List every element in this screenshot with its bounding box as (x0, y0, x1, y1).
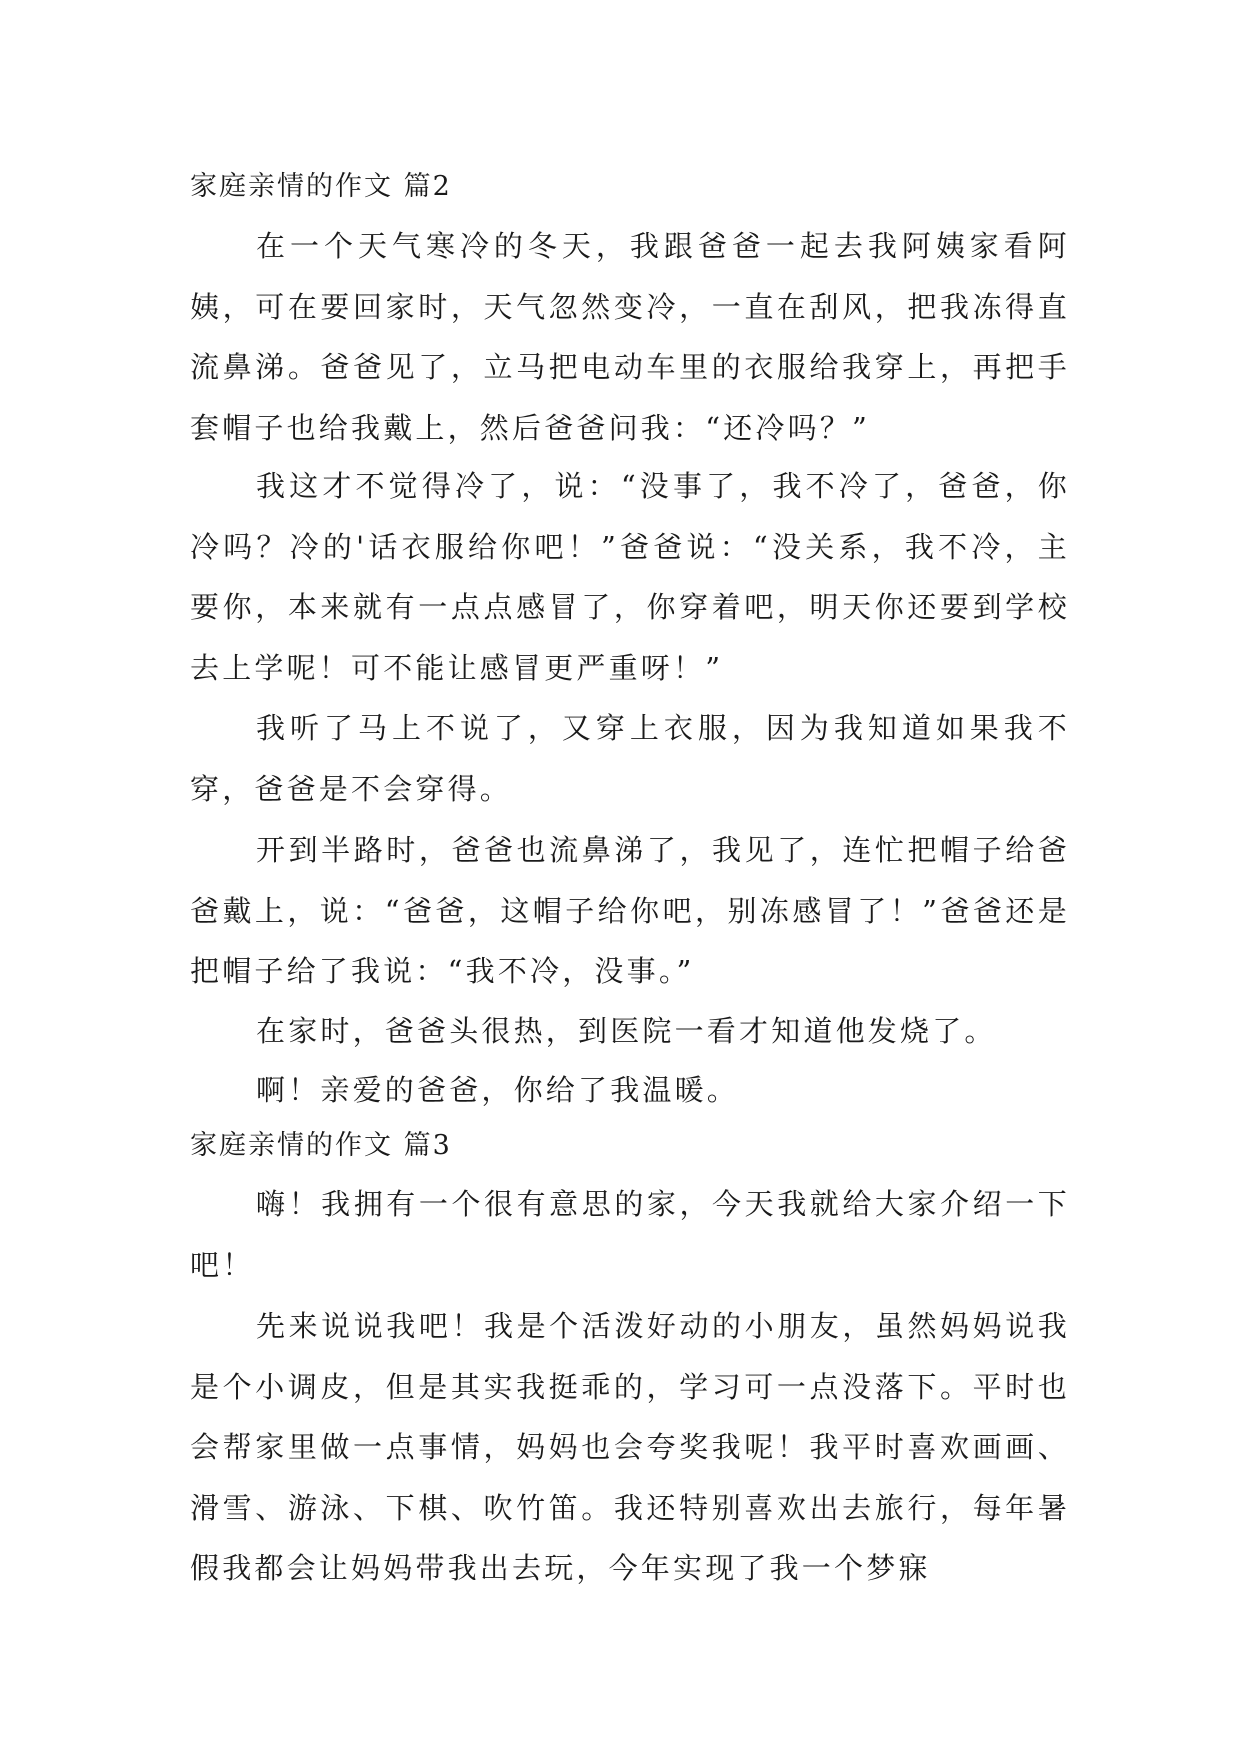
paragraph: 在家时，爸爸头很热，到医院一看才知道他发烧了。 (256, 1014, 997, 1048)
paragraph: 我听了马上不说了，又穿上衣服，因为我知道如果我不穿，爸爸是不会穿得。 (190, 711, 1070, 806)
paragraph: 开到半路时，爸爸也流鼻涕了，我见了，连忙把帽子给爸爸戴上，说：“爸爸，这帽子给你吧，别冻感冒了！”爸爸还是把帽子给了我说：“我不冷，没事。” (190, 833, 1070, 988)
paragraph: 在一个天气寒冷的冬天，我跟爸爸一起去我阿姨家看阿姨，可在要回家时，天气忽然变冷，一直在刮风，把我冻得直流鼻涕。爸爸见了，立马把电动车里的衣服给我穿上，再把手套帽子也给我戴上，然后爸爸问我：“还冷吗？” (190, 229, 1070, 445)
section-heading: 家庭亲情的作文 篇3 (190, 1130, 452, 1161)
paragraph: 嗨！我拥有一个很有意思的家，今天我就给大家介绍一下吧！ (190, 1187, 1070, 1282)
paragraph: 先来说说我吧！我是个活泼好动的小朋友，虽然妈妈说我是个小调皮，但是其实我挺乖的，学习可一点没落下。平时也会帮家里做一点事情，妈妈也会夸奖我呢！我平时喜欢画画、滑雪、游泳、下棋、吹竹笛。我还特别喜欢出去旅行，每年暑假我都会让妈妈带我出去玩，今年实现了我一个梦寐 (190, 1309, 1070, 1585)
paragraph: 啊！亲爱的爸爸，你给了我温暖。 (256, 1073, 740, 1107)
section-heading: 家庭亲情的作文 篇2 (190, 171, 452, 202)
paragraph: 我这才不觉得冷了，说：“没事了，我不冷了，爸爸，你冷吗？冷的'话衣服给你吧！”爸爸说：“没关系，我不冷，主要你，本来就有一点点感冒了，你穿着吧，明天你还要到学校去上学呢！可不能让感冒更严重呀！” (190, 469, 1070, 685)
